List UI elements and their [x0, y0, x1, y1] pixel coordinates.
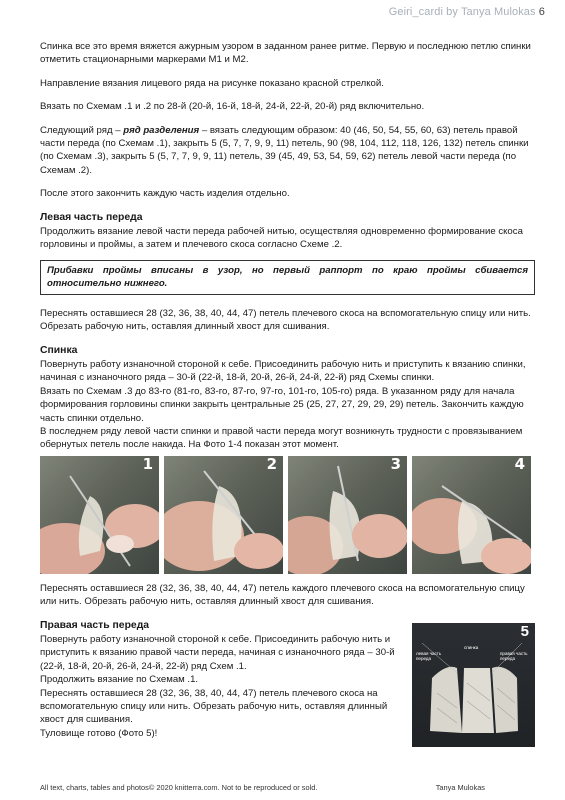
photo-label: правая часть переда — [500, 650, 528, 661]
page-content — [40, 40, 535, 747]
page-footer — [40, 783, 485, 792]
paragraph: После этого закончить каждую часть изделия отдельно. — [40, 188, 290, 200]
photo-label: левая часть переда — [416, 650, 442, 661]
text-span: Следующий ряд – — [40, 124, 124, 136]
photo-number: 4 — [514, 455, 525, 473]
photo-label: спинка — [464, 644, 479, 650]
paragraph: Переснять оставшиеся 28 (32, 36, 38, 40, 44, 47) петель плечевого скоса на вспомогательную спицу или нить. Обрезать рабочую нить, оставляя длинный хвост для сшивания. — [40, 307, 531, 333]
paragraph: Вязать по Схемам .3 до 83-го (81-го, 83-го, 87-го, 97-го, 101-го, 105-го) ряда. В указанном ряду для начала формирования горловины спинки закрыть центральные 25 (25, 27, 27, 29, 29, 29) петель. Закончить каждую часть спинки отдельно. — [40, 385, 524, 424]
copyright-text: All text, charts, tables and photos© 2020 knitterra.com. Not to be reproduced or sold. — [40, 783, 318, 792]
section-heading-back: Спинка — [40, 344, 78, 356]
photo-2 — [164, 456, 283, 574]
section-heading-left-front: Левая часть переда — [40, 211, 143, 223]
paragraph: Повернуть работу изнаночной стороной к себе. Присоединить рабочую нить и приступить к вязанию спинки, начиная с изнаночного ряда – 30-й (22-й, 18-й, 20-й, 26-й, 24-й, 22-й) ряд Схемы спинки. — [40, 358, 526, 384]
paragraph: В последнем ряду левой части спинки и правой части переда могут возникнуть трудности с провязыванием обернутых петель после накида. На Фото 1-4 показан этот момент. — [40, 425, 523, 451]
text-column — [40, 619, 404, 747]
footer-author: Tanya Mulokas — [435, 783, 485, 792]
emphasis-division-row: ряд разделения — [123, 124, 200, 136]
knitting-hands-illustration — [40, 456, 159, 574]
paragraph: Вязать по Схемам .1 и .2 по 28-й (20-й, 16-й, 18-й, 24-й, 22-й, 20-й) ряд включительно. — [40, 101, 425, 113]
paragraph: Продолжить вязание по Схемам .1. — [40, 674, 199, 686]
text-span: – вязать следующим образом: 40 (46, 50, 54, 55, 60, 63) петель правой части переда (по Схемам .1), закрыть 5 (5, 7, 7, 9, 9, 11) петель, 90 (98, 104, 112, 118, 126, 132) петель спинки (по Схемам .3), закрыть 5 (5, 7, 7, 9, 9, 11) петель, 39 (45, 49, 53, 54, 59, 62) петель левой части переда (по Схемам .2). — [40, 124, 529, 176]
paragraph: Повернуть работу изнаночной стороной к себе. Присоединить рабочую нить и приступить к вязанию правой части переда, начиная с изнаночного ряда – 30-й (22-й, 18-й, 20-й, 26-й, 24-й, 22-й) ряд Схем .1. — [40, 633, 395, 672]
section-heading-right-front: Правая часть переда — [40, 619, 150, 631]
paragraph-division-row — [40, 124, 535, 178]
photo-5 — [412, 623, 535, 747]
garment-body-illustration — [412, 623, 535, 747]
page-header — [389, 6, 545, 18]
photo-strip — [40, 456, 535, 574]
photo-number: 3 — [390, 455, 401, 473]
paragraph: Продолжить вязание левой части переда рабочей нитью, осуществляя одновременно формирование скоса горловины и проймы, а затем и плечевого скоса согласно Схеме .2. — [40, 226, 523, 251]
header-title: Geiri_cardi by Tanya Mulokas — [388, 6, 536, 18]
right-front-section — [40, 619, 535, 747]
note-box: Прибавки проймы вписаны в узор, но первый раппорт по краю проймы сбивается относительно нижнего. — [40, 260, 535, 295]
paragraph: Направление вязания лицевого ряда на рисунке показано красной стрелкой. — [40, 77, 384, 89]
paragraph: Туловище готово (Фото 5)! — [40, 727, 158, 739]
photo-1 — [40, 456, 159, 574]
photo-3 — [288, 456, 407, 574]
photo-4 — [412, 456, 531, 574]
photo-number: 2 — [266, 455, 277, 473]
photo-number: 5 — [520, 622, 529, 640]
photo-number: 1 — [142, 455, 153, 473]
paragraph: Переснять оставшиеся 28 (32, 36, 38, 40, 44, 47) петель каждого плечевого скоса на вспомогательную спицу или нить. Обрезать рабочую нить, оставляя длинный хвост для сшивания. — [40, 582, 525, 608]
knitting-hands-illustration — [412, 456, 531, 574]
paragraph: Спинка все это время вяжется ажурным узором в заданном ранее ритме. Первую и последнюю петлю спинки отметить стационарными маркерами М1 и М2. — [40, 41, 531, 66]
knitting-hands-illustration — [288, 456, 407, 574]
knitting-hands-illustration — [164, 456, 283, 574]
paragraph: Переснять оставшиеся 28 (32, 36, 38, 40, 44, 47) петель плечевого скоса на вспомогательную спицу или нить. Обрезать рабочую нить, оставляя длинный хвост для сшивания. — [40, 687, 388, 726]
page-number: 6 — [538, 6, 545, 18]
